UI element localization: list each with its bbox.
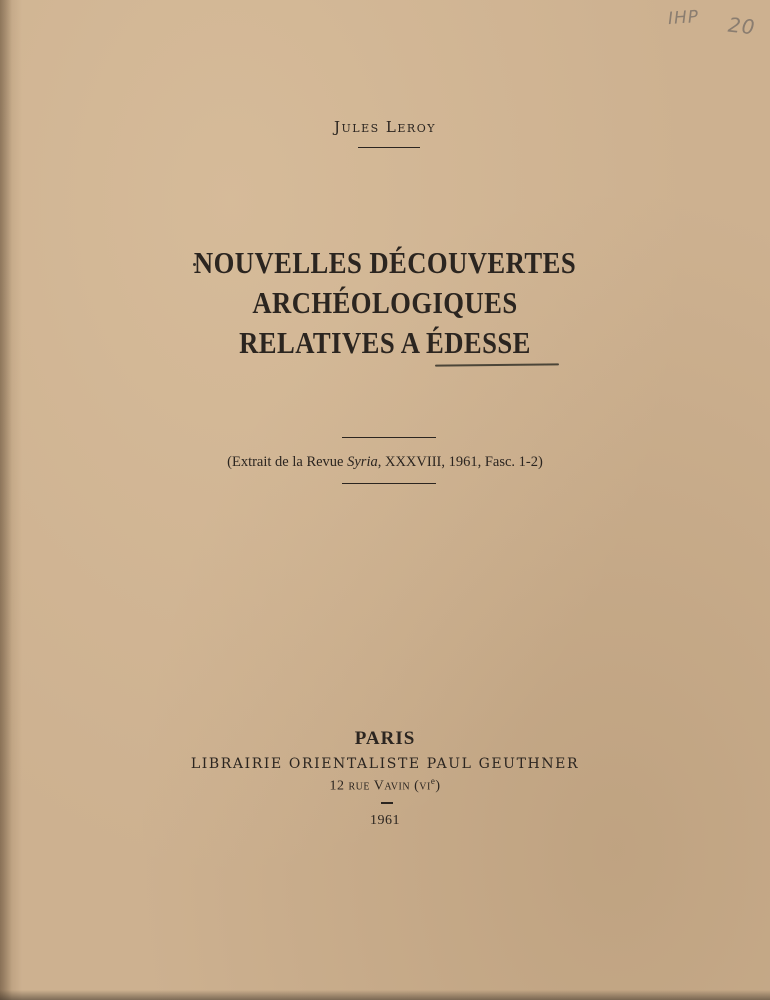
spine-shadow [0,0,12,1000]
title-line-3: RELATIVES A ÉDESSE [239,325,531,360]
imprint-address [0,776,770,795]
book-title [54,243,716,363]
journal-name: Syria [347,454,378,470]
imprint-city: PARIS [354,728,416,749]
author-name: Jules Leroy [334,118,436,136]
address-street: rue Vavin [348,778,411,794]
year-rule [381,802,393,804]
pen-underline [435,363,559,366]
address-district: (vi [414,778,431,794]
address-close: ) [435,778,441,794]
bottom-edge-shadow [0,990,770,1000]
extract-suffix: , XXXVIII, 1961, Fasc. 1-2) [377,454,543,470]
imprint-year: 1961 [370,813,400,828]
address-superscript: e [430,776,436,786]
pencil-annotation-left: IHP [667,6,700,30]
imprint-publisher: LIBRAIRIE ORIENTALISTE PAUL GEUTHNER [190,756,580,772]
extract-note [0,454,770,471]
title-line-2: ARCHÉOLOGIQUES [252,285,518,320]
extract-rule-top [342,437,436,438]
extract-prefix: (Extrait de la Revue [227,454,348,470]
title-line-1: NOUVELLES DÉCOUVERTES [193,245,577,280]
extract-rule-bottom [342,483,436,484]
address-number: 12 [329,778,345,794]
author-rule [358,147,420,148]
pencil-annotation-right: 20 [726,12,757,40]
